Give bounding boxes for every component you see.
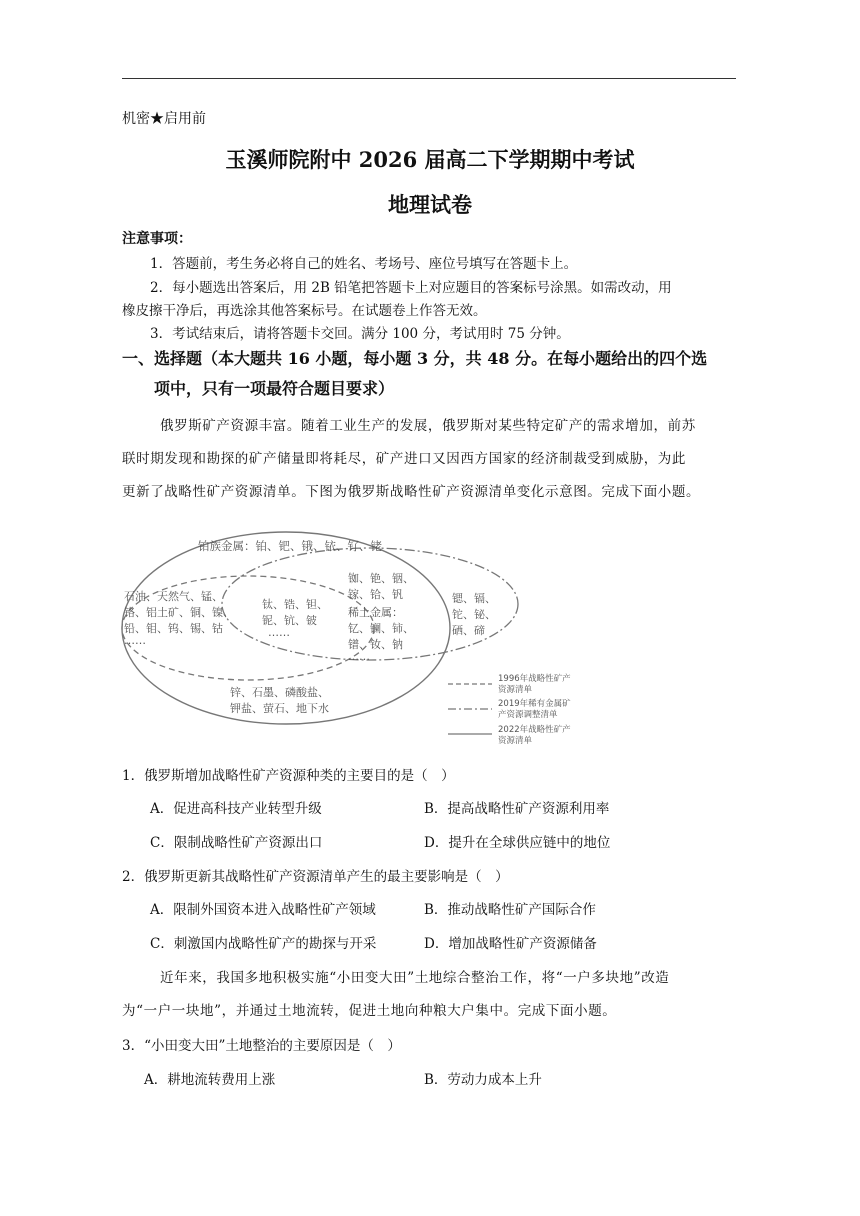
question-2-stem: 2．俄罗斯更新其战略性矿产资源清单产生的最主要影响是（ ） [122,869,509,885]
right-inner-text: 铷、铯、铟、 [348,572,414,585]
bottom-region-text: 钾盐、萤石、地下水 [230,702,329,715]
passage-line: 更新了战略性矿产资源清单。下图为俄罗斯战略性矿产资源清单变化示意图。完成下面小题。 [122,484,701,500]
note-item: 3．考试结束后，请将答题卡交回。满分 100 分，考试用时 75 分钟。 [150,326,570,342]
mineral-list-diagram [118,522,598,754]
right-inner-text: 镓、铪、钒 [348,588,403,601]
bottom-region-text: 锌、石墨、磷酸盐、 [230,686,329,699]
question-1-option-b: B．提高战略性矿产资源利用率 [424,801,610,817]
notes-heading: 注意事项： [122,231,192,247]
far-right-text: 硒、碲 [452,624,485,637]
confidential-mark: 机密★启用前 [122,111,206,127]
diagram-legend [448,673,571,746]
center-region-text: 钛、锆、钽、 [262,598,328,611]
question-3-option-a: A．耕地流转费用上涨 [144,1072,276,1088]
passage-line: 联时期发现和勘探的矿产储量即将耗尽，矿产进口又因西方国家的经济制裁受到威胁，为此 [122,451,686,467]
question-1-option-a: A．促进高科技产业转型升级 [150,801,322,817]
exam-title: 玉溪师院附中 2026 届高二下学期期中考试 [225,147,635,172]
question-1-stem: 1．俄罗斯增加战略性矿产资源种类的主要目的是（ ） [122,768,455,784]
far-right-text: 锶、镉、 [452,592,496,605]
left-region-text: …… [124,634,146,647]
center-region-text: …… [268,626,290,639]
question-3-option-b: B．劳动力成本上升 [424,1072,542,1088]
right-inner-text: 稀土金属： [348,606,403,619]
question-2-option-c: C．刺激国内战略性矿产的勘探与开采 [150,936,377,952]
note-item: 2．每小题选出答案后，用 2B 铅笔把答题卡上对应题目的答案标号涂黑。如需改动，用 [150,280,672,296]
right-inner-text: 镨、钕、钠 [348,638,403,651]
left-region-text: 石油、天然气、锰、 [124,590,223,603]
question-1-option-c: C．限制战略性矿产资源出口 [150,835,323,851]
legend-label: 资源清单 [498,736,533,746]
header-rule [122,78,736,79]
legend-label: 2022年战略性矿产 [498,725,571,735]
section-heading-cont: 项中，只有一项最符合题目要求） [154,379,395,398]
right-inner-text: 钇、镧、铈、 [348,622,414,635]
legend-label: 1996年战略性矿产 [498,674,571,684]
question-1-option-d: D．提升在全球供应链中的地位 [424,835,611,851]
legend-label: 资源清单 [498,685,533,695]
legend-label: 2019年稀有金属矿 [498,699,571,709]
note-item: 1．答题前，考生务必将自己的姓名、考场号、座位号填写在答题卡上。 [150,256,578,272]
question-2-option-b: B．推动战略性矿产国际合作 [424,902,596,918]
legend-label: 产资源调整清单 [498,710,558,720]
passage-line: 近年来，我国多地积极实施“小田变大田”土地综合整治工作，将“一户多块地”改造 [160,970,670,986]
note-item: 橡皮擦干净后，再选涂其他答案标号。在试题卷上作答无效。 [122,303,487,319]
left-region-text: 铅、钼、钨、锡、钴 [124,622,223,635]
far-right-text: 铊、铋、 [452,608,496,621]
passage-line: 俄罗斯矿产资源丰富。随着工业生产的发展，俄罗斯对某些特定矿产的需求增加，前苏 [160,418,696,434]
platinum-group-label: 铂族金属：铂、钯、锇、铱、钌、铑 [198,539,382,553]
question-2-option-d: D．增加战略性矿产资源储备 [424,936,597,952]
left-region-text: 铬、铝土矿、铜、镍、 [124,606,234,619]
exam-subtitle: 地理试卷 [388,192,472,217]
question-3-stem: 3．“小田变大田”土地整治的主要原因是（ ） [122,1038,401,1054]
section-heading: 一、选择题（本大题共 16 小题，每小题 3 分，共 48 分。在每小题给出的四个选 [122,349,708,368]
question-2-option-a: A．限制外国资本进入战略性矿产领域 [150,902,376,918]
right-inner-text: …… [348,650,370,663]
center-region-text: 铌、钪、铍 [262,614,317,627]
passage-line: 为“一户一块地”，并通过土地流转，促进土地向种粮大户集中。完成下面小题。 [122,1003,617,1019]
